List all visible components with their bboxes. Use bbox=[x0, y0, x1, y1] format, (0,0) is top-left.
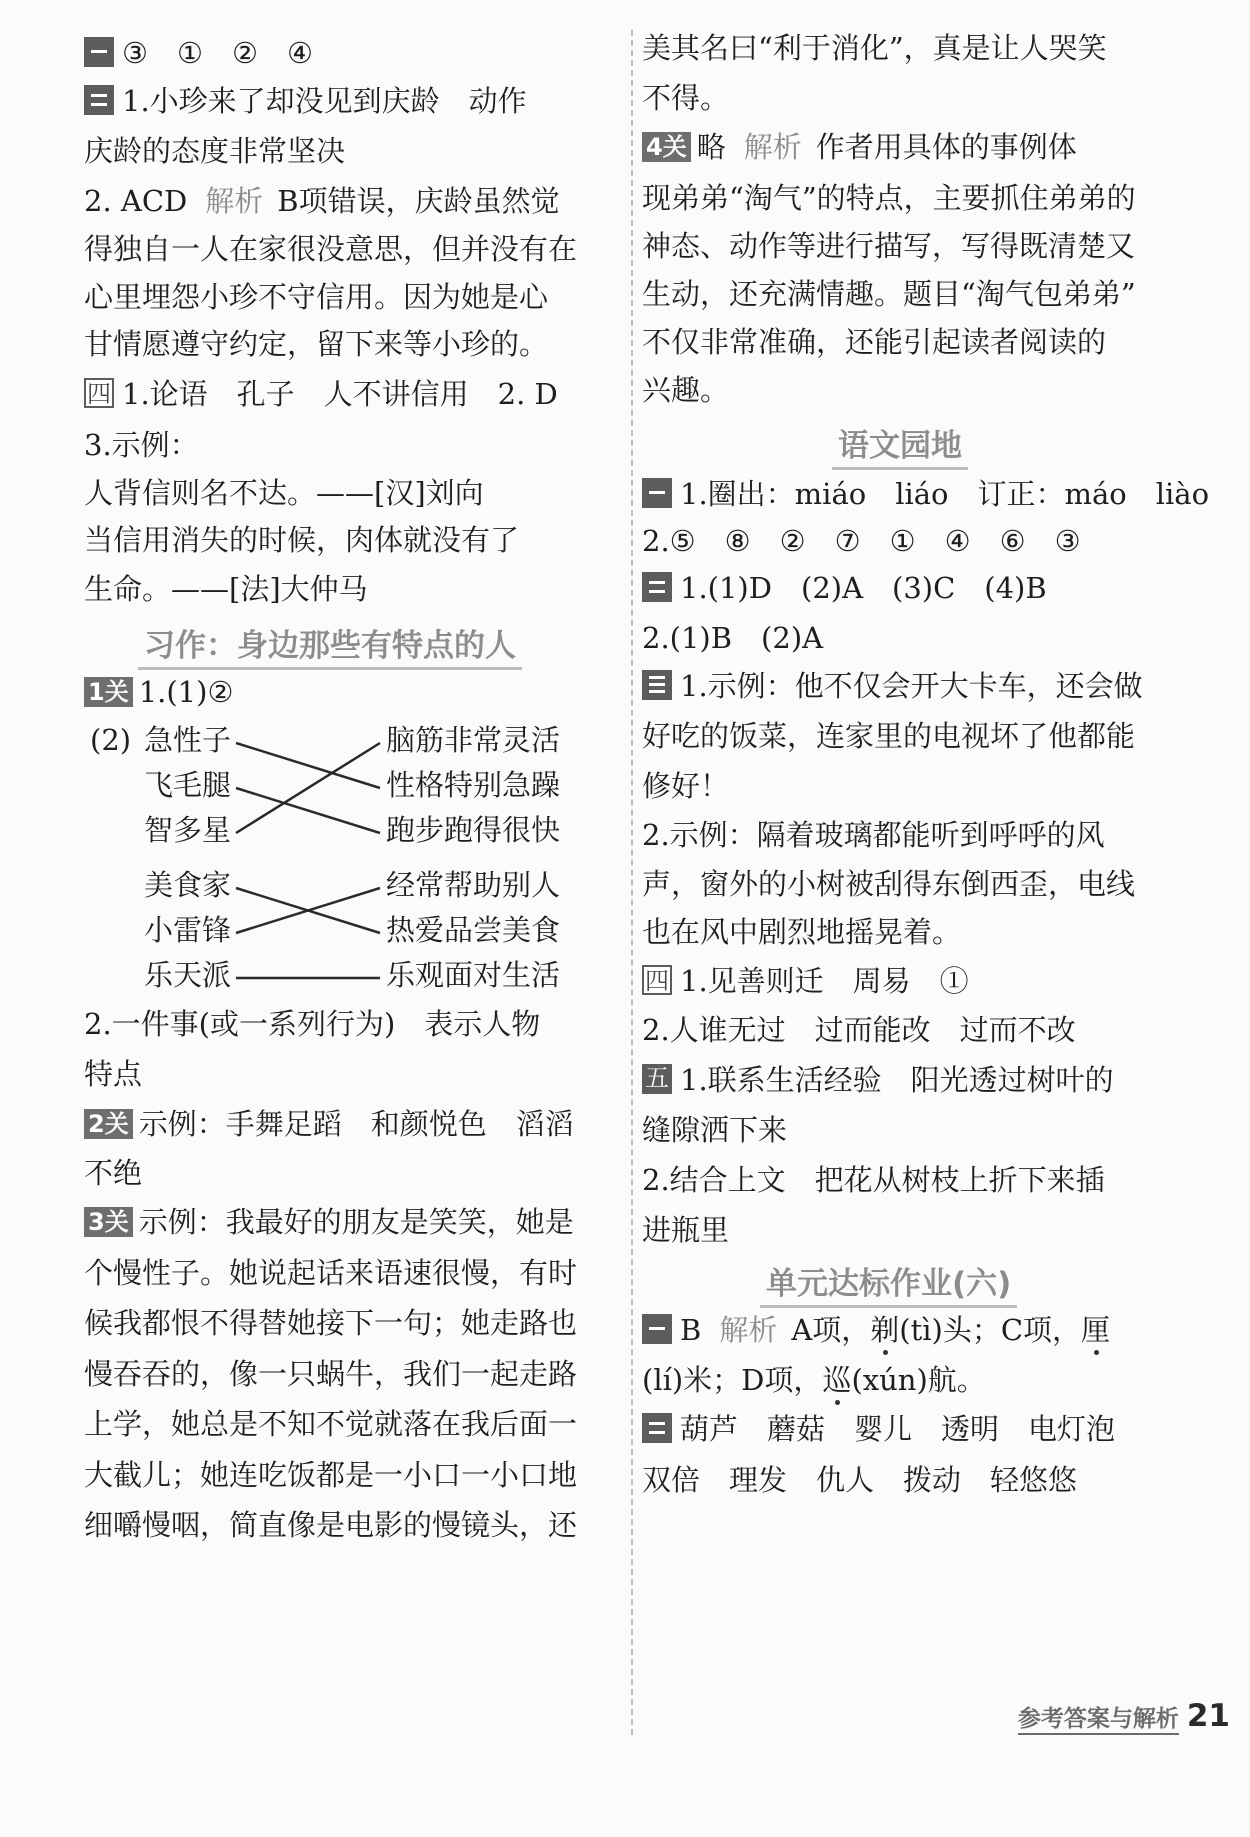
answer-line: 兴趣。 bbox=[642, 373, 730, 407]
answer-line: 3关 示例：我最好的朋友是笑笑，她是 bbox=[84, 1202, 574, 1242]
answer-line: 现弟弟“淘气”的特点，主要抓住弟弟的 bbox=[642, 181, 1136, 215]
answer-line: 四1.见善则迁 周易 ① bbox=[642, 961, 969, 1001]
level-badge: 4关 bbox=[642, 132, 691, 162]
section-two-icon bbox=[642, 572, 672, 602]
page-footer bbox=[1018, 1698, 1230, 1734]
answer-line: 好吃的饭菜，连家里的电视坏了他都能 bbox=[642, 719, 1136, 753]
answer-line: 细嚼慢咽，简直像是电影的慢镜头，还 bbox=[84, 1508, 578, 1542]
answer-line: ③ ① ② ④ bbox=[84, 33, 313, 73]
answer-line: 庆龄的态度非常坚决 bbox=[84, 134, 346, 168]
answer-line: 3.示例： bbox=[84, 428, 199, 462]
answer-line: 不得。 bbox=[642, 81, 730, 115]
match-left-item: 急性子 bbox=[144, 723, 232, 757]
match-line bbox=[236, 788, 380, 833]
answer-line: 1.(1)D (2)A (3)C (4)B bbox=[642, 568, 1047, 608]
answer-line: 修好！ bbox=[642, 769, 730, 803]
section-four-icon bbox=[642, 965, 672, 995]
answer-line: 进瓶里 bbox=[642, 1213, 730, 1247]
answer-line: 也在风中剧烈地摇晃着。 bbox=[642, 915, 962, 949]
answer-line: 1.示例：他不仅会开大卡车，还会做 bbox=[642, 666, 1143, 706]
answer-line: 生命。——[法]大仲马 bbox=[84, 572, 368, 606]
answer-line: 2.(1)B (2)A bbox=[642, 621, 824, 655]
answer-line: 葫芦 蘑菇 婴儿 透明 电灯泡 bbox=[642, 1409, 1168, 1449]
match-right-item: 脑筋非常灵活 bbox=[386, 723, 561, 757]
matching-lines bbox=[84, 0, 624, 1100]
answer-line: 当信用消失的时候，肉体就没有了 bbox=[84, 523, 520, 557]
answer-line: 大截儿；她连吃饭都是一小口一小口地 bbox=[84, 1458, 578, 1492]
answer-line: 美其名曰“利于消化”，真是让人哭笑 bbox=[642, 31, 1107, 65]
answer-line: 2. ACD 解析 B项错误，庆龄虽然觉 bbox=[84, 184, 560, 218]
answer-line: 缝隙洒下来 bbox=[642, 1113, 788, 1147]
answer-line: 2.结合上文 把花从树枝上折下来插 bbox=[642, 1163, 1105, 1197]
answer-line: 1.圈出：miáo liáo 订正：máo liào bbox=[642, 474, 1209, 514]
answer-line: 神态、动作等进行描写，写得既清楚又 bbox=[642, 229, 1136, 263]
match-left-item: 智多星 bbox=[144, 813, 232, 847]
answer-line: 个慢性子。她说起话来语速很慢，有时 bbox=[84, 1256, 578, 1290]
match-left-item: 飞毛腿 bbox=[144, 768, 232, 802]
answer-line: 五1.联系生活经验 阳光透过树叶的 bbox=[642, 1060, 1178, 1100]
answer-line: 1.小珍来了却没见到庆龄 动作 bbox=[84, 81, 527, 121]
column-divider bbox=[631, 30, 633, 1735]
page-number: 21 bbox=[1186, 1698, 1230, 1734]
match-right-item: 热爱品尝美食 bbox=[386, 913, 561, 947]
answer-line: 声，窗外的小树被刮得东倒西歪，电线 bbox=[642, 867, 1136, 901]
section-one-icon bbox=[642, 1314, 672, 1344]
answer-line: 得独自一人在家很没意思，但并没有在 bbox=[84, 232, 578, 266]
answer-line: 慢吞吞的，像一只蜗牛，我们一起走路 bbox=[84, 1357, 578, 1391]
analysis-label: 解析 bbox=[205, 184, 264, 218]
section-heading: 单元达标作业(六) bbox=[760, 1258, 1017, 1308]
section-five-icon bbox=[642, 1064, 672, 1094]
answer-line: 上学，她总是不知不觉就落在我后面一 bbox=[84, 1407, 578, 1441]
answer-line: 不绝 bbox=[84, 1156, 143, 1190]
match-left-item: 美食家 bbox=[144, 868, 232, 902]
answer-line: (lí)米；D项，巡(xún)航。 bbox=[642, 1363, 986, 1397]
match-right-item: 经常帮助别人 bbox=[386, 868, 561, 902]
section-heading: 习作：身边那些有特点的人 bbox=[138, 620, 522, 670]
match-line bbox=[236, 743, 380, 788]
answer-line: 2.一件事(或一系列行为) 表示人物 bbox=[84, 1007, 541, 1041]
level-badge: 2关 bbox=[84, 1109, 133, 1139]
match-left-item: 小雷锋 bbox=[144, 913, 232, 947]
answer-line: 4关 略 解析 作者用具体的事例体 bbox=[642, 127, 1178, 167]
answer-line: B 解析 A项，剃(tì)头；C项，厘 bbox=[642, 1310, 1178, 1350]
answer-line: 心里埋怨小珍不守信用。因为她是心 bbox=[84, 280, 549, 314]
analysis-label: 解析 bbox=[743, 130, 802, 164]
section-one-icon bbox=[642, 478, 672, 508]
match-left-item: 乐天派 bbox=[144, 958, 232, 992]
answer-line: 双倍 理发 仇人 拨动 轻悠悠 bbox=[642, 1463, 1078, 1497]
match-right-item: 跑步跑得很快 bbox=[386, 813, 561, 847]
answer-line: 特点 bbox=[84, 1057, 143, 1091]
footer-label: 参考答案与解析 bbox=[1018, 1706, 1179, 1735]
answer-line: 不仅非常准确，还能引起读者阅读的 bbox=[642, 325, 1107, 359]
section-heading: 语文园地 bbox=[832, 420, 968, 470]
answer-line: 候我都恨不得替她接下一句；她走路也 bbox=[84, 1306, 578, 1340]
match-right-item: 性格特别急躁 bbox=[386, 768, 561, 802]
answer-line: 1关 1.(1)② bbox=[84, 672, 233, 712]
section-two-icon bbox=[642, 1413, 672, 1443]
match-right-item: 乐观面对生活 bbox=[386, 958, 561, 992]
answer-line: 人背信则名不达。——[汉]刘向 bbox=[84, 476, 484, 510]
answer-line: 2关 示例：手舞足蹈 和颜悦色 滔滔 bbox=[84, 1104, 574, 1144]
level-badge: 1关 bbox=[84, 677, 133, 707]
analysis-label: 解析 bbox=[719, 1313, 778, 1347]
answer-line: 2.⑤ ⑧ ② ⑦ ① ④ ⑥ ③ bbox=[642, 524, 1081, 558]
answer-line: 2.示例：隔着玻璃都能听到呼呼的风 bbox=[642, 818, 1105, 852]
answer-line: 四1.论语 孔子 人不讲信用 2. D bbox=[84, 374, 558, 414]
answer-line: 2.人谁无过 过而能改 过而不改 bbox=[642, 1013, 1076, 1047]
section-three-icon bbox=[642, 670, 672, 700]
level-badge: 3关 bbox=[84, 1207, 133, 1237]
answer-line: 甘情愿遵守约定，留下来等小珍的。 bbox=[84, 327, 549, 361]
match-line bbox=[236, 743, 380, 833]
answer-line: 生动，还充满情趣。题目“淘气包弟弟” bbox=[642, 277, 1136, 311]
